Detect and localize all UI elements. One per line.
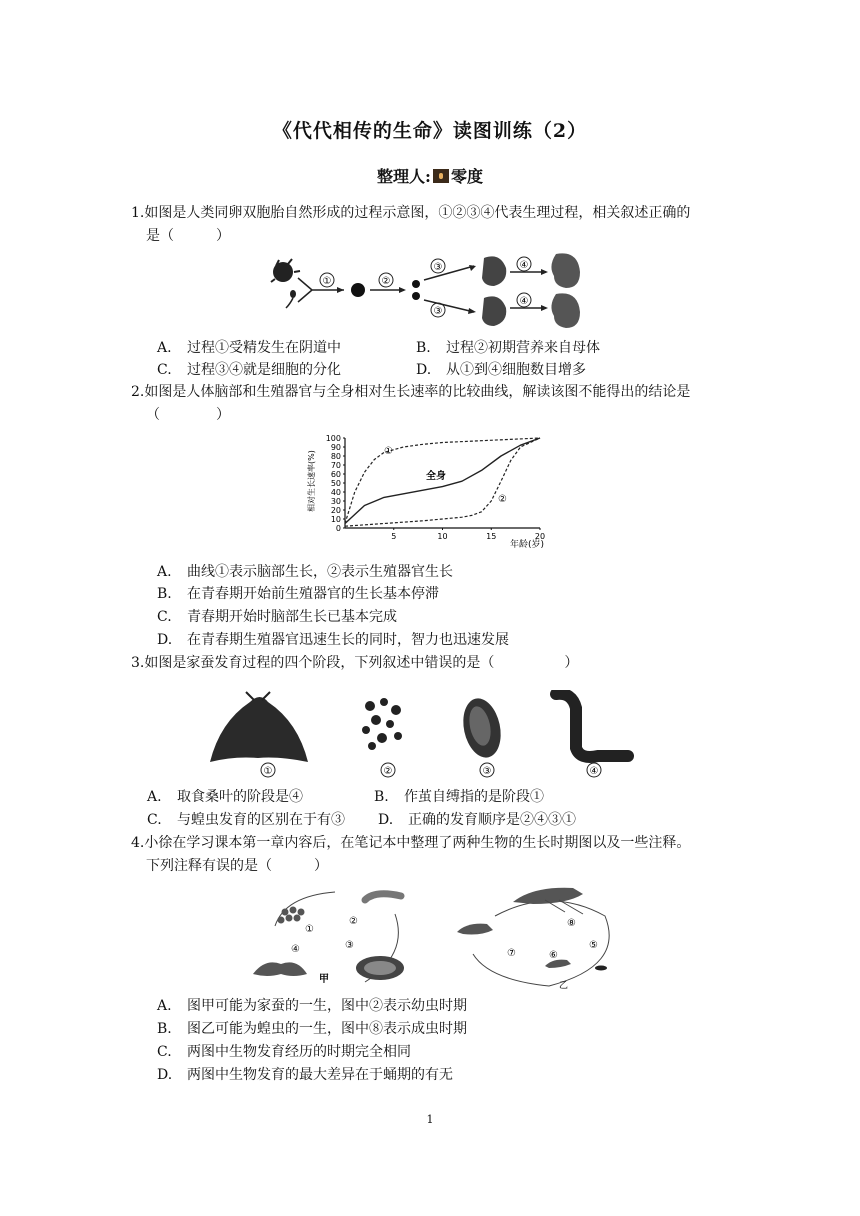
y-tick-label: 50 xyxy=(330,479,341,488)
process-4b-label: ④ xyxy=(519,296,529,307)
option-letter: D. xyxy=(157,1067,173,1083)
option-letter: D. xyxy=(157,632,173,648)
document-title: 《代代相传的生命》读图训练（2） xyxy=(272,120,588,142)
option-letter: C. xyxy=(157,609,172,625)
stage-label-2: ② xyxy=(349,916,358,927)
page-number: 1 xyxy=(426,1113,434,1126)
option-letter: C. xyxy=(157,1044,172,1060)
stage-label-1: ① xyxy=(305,924,314,935)
question-2-stem xyxy=(131,381,751,427)
process-1-label: ① xyxy=(322,276,332,287)
option-text: 图甲可能为家蚕的一生，图中②表示幼虫时期 xyxy=(187,998,467,1014)
x-axis-label: 年龄(岁) xyxy=(510,540,545,550)
question-2-line2: （ ） xyxy=(146,407,230,423)
stage-label-8: ⑧ xyxy=(567,918,576,929)
locust-egg xyxy=(595,966,607,971)
option-letter: A. xyxy=(157,340,172,356)
y-axis-label: 相对生长速率(%) xyxy=(307,450,316,512)
option-text: 过程③④就是细胞的分化 xyxy=(187,362,341,378)
embryo-top xyxy=(482,256,506,286)
life-cycle-figure xyxy=(245,880,635,990)
q2-option-b[interactable] xyxy=(157,583,439,605)
arrow-head xyxy=(337,287,344,293)
stage-label-6: ⑥ xyxy=(549,950,558,961)
split-cell-top xyxy=(412,280,420,288)
stage-1-label: ① xyxy=(263,766,273,777)
q2-option-a[interactable] xyxy=(157,561,453,583)
option-letter: B. xyxy=(416,340,431,356)
process-4a-label: ④ xyxy=(519,260,529,271)
y-tick-label: 20 xyxy=(330,506,341,515)
diagram-jia-label: 甲 xyxy=(319,974,329,985)
option-text: 在青春期生殖器官迅速生长的同时，智力也迅速发展 xyxy=(187,632,509,648)
y-tick-label: 100 xyxy=(325,434,341,443)
q1-option-d[interactable] xyxy=(416,359,586,381)
compiler-line xyxy=(0,164,860,187)
cycle-yi xyxy=(457,888,609,990)
option-text: 从①到④细胞数目增多 xyxy=(446,362,586,378)
q4-option-c[interactable] xyxy=(157,1041,411,1063)
silkworm-eggs xyxy=(362,698,402,750)
y-tick-label: 60 xyxy=(330,470,341,479)
larva xyxy=(365,894,401,900)
sperm-head xyxy=(290,290,296,298)
split-cell-bottom xyxy=(412,292,420,300)
option-text: 青春期开始时脑部生长已基本完成 xyxy=(187,609,397,625)
nymph-large xyxy=(457,924,493,935)
stage-4-label: ④ xyxy=(589,766,599,777)
option-letter: A. xyxy=(157,564,172,580)
compiler-label: 整理人: xyxy=(377,167,431,186)
stage-2-label: ② xyxy=(383,766,393,777)
question-3-stem: 3.如图是家蚕发育过程的四个阶段，下列叙述中错误的是（ ） xyxy=(131,655,579,671)
q2-option-d[interactable] xyxy=(157,629,509,651)
process-3a-label: ③ xyxy=(433,262,443,273)
arrow-heads xyxy=(468,265,476,314)
option-text: 过程①受精发生在阴道中 xyxy=(187,340,341,356)
fetus-bottom xyxy=(551,293,580,328)
diagram-yi-label: 乙 xyxy=(559,981,569,990)
twin-formation-figure xyxy=(266,250,596,335)
option-letter: A. xyxy=(147,789,162,805)
option-text: 在青春期开始前生殖器官的生长基本停滞 xyxy=(187,586,439,602)
y-tick-label: 80 xyxy=(330,452,341,461)
q1-option-c[interactable] xyxy=(157,359,341,381)
question-4-stem xyxy=(131,832,761,878)
pupa xyxy=(364,961,396,975)
x-tick-label: 5 xyxy=(391,532,397,541)
q2-option-c[interactable] xyxy=(157,606,397,628)
option-text: 两图中生物发育的最大差异在于蛹期的有无 xyxy=(187,1067,453,1083)
growth-rate-chart xyxy=(300,430,570,555)
y-tick-label: 70 xyxy=(330,461,341,470)
y-tick-label: 40 xyxy=(330,488,341,497)
q1-option-b[interactable] xyxy=(416,337,600,359)
question-4-line2: 下列注释有误的是（ ） xyxy=(146,858,328,874)
q3-option-d[interactable] xyxy=(378,809,576,831)
option-letter: B. xyxy=(157,586,172,602)
option-letter: C. xyxy=(157,362,172,378)
stage-label-3: ③ xyxy=(345,940,354,951)
option-text: 与蝗虫发育的区别在于有③ xyxy=(177,812,345,828)
option-text: 两图中生物发育经历的时期完全相同 xyxy=(187,1044,411,1060)
zygote xyxy=(351,283,365,297)
stage-label-5: ⑤ xyxy=(589,940,598,951)
option-text: 取食桑叶的阶段是④ xyxy=(177,789,303,805)
arrow-head xyxy=(399,287,406,293)
option-text: 正确的发育顺序是②④③① xyxy=(408,812,576,828)
option-letter: D. xyxy=(416,362,432,378)
q4-option-d[interactable] xyxy=(157,1064,453,1086)
compiler-name: 零度 xyxy=(450,167,483,186)
option-letter: A. xyxy=(157,998,172,1014)
whole-body-label: 全身 xyxy=(426,471,446,482)
y-tick-label: 30 xyxy=(330,497,341,506)
stage-label-7: ⑦ xyxy=(507,948,516,959)
x-tick-label: 20 xyxy=(534,532,546,541)
cycle-jia xyxy=(253,892,404,985)
option-text: 作茧自缚指的是阶段① xyxy=(404,789,544,805)
silkworm-stages-figure xyxy=(200,690,640,780)
arrow-3-lines xyxy=(424,266,474,312)
question-1-line1: 1.如图是人类同卵双胞胎自然形成的过程示意图，①②③④代表生理过程，相关叙述正确的 xyxy=(131,205,691,221)
question-1-line2: 是（ ） xyxy=(146,228,230,244)
arrow-heads xyxy=(541,269,548,311)
moth xyxy=(253,962,307,976)
option-text: 过程②初期营养来自母体 xyxy=(446,340,600,356)
curve-1-label: ① xyxy=(384,446,393,457)
avatar-icon xyxy=(433,169,449,183)
embryo-bottom xyxy=(482,296,506,326)
option-letter: C. xyxy=(147,812,162,828)
eggs-cluster xyxy=(278,907,305,924)
question-2-line1: 2.如图是人体脑部和生殖器官与全身相对生长速率的比较曲线，解读该图不能得出的结论是 xyxy=(131,384,691,400)
q3-option-b[interactable] xyxy=(374,786,544,808)
sperm-tail xyxy=(286,298,293,308)
q4-option-a[interactable] xyxy=(157,995,467,1017)
option-text: 曲线①表示脑部生长，②表示生殖器官生长 xyxy=(187,564,453,580)
stage-label-4: ④ xyxy=(291,944,300,955)
question-4-line1: 4.小徐在学习课本第一章内容后，在笔记本中整理了两种生物的生长时期图以及一些注释。 xyxy=(131,835,691,851)
y-tick-label: 0 xyxy=(335,524,341,533)
moth-adult xyxy=(210,697,308,762)
stage-3-label: ③ xyxy=(482,766,492,777)
y-tick-label: 90 xyxy=(330,443,341,452)
option-letter: B. xyxy=(374,789,389,805)
y-tick-label: 10 xyxy=(330,515,341,524)
q1-option-a[interactable] xyxy=(157,337,341,359)
option-text: 图乙可能为蝗虫的一生，图中⑧表示成虫时期 xyxy=(187,1021,467,1037)
fetus-top xyxy=(551,253,580,288)
option-letter: D. xyxy=(378,812,394,828)
q3-option-a[interactable] xyxy=(147,786,303,808)
q3-option-c[interactable] xyxy=(147,809,345,831)
chart-curves xyxy=(345,438,540,526)
question-1-stem xyxy=(131,202,751,248)
curve-2-label: ② xyxy=(498,494,507,505)
y-tick-labels xyxy=(326,434,345,533)
silkworm-larva xyxy=(556,694,628,757)
x-tick-label: 15 xyxy=(486,532,497,541)
process-2-label: ② xyxy=(381,276,391,287)
q4-option-b[interactable] xyxy=(157,1018,467,1040)
option-letter: B. xyxy=(157,1021,172,1037)
process-3b-label: ③ xyxy=(433,306,443,317)
x-tick-label: 10 xyxy=(437,532,448,541)
